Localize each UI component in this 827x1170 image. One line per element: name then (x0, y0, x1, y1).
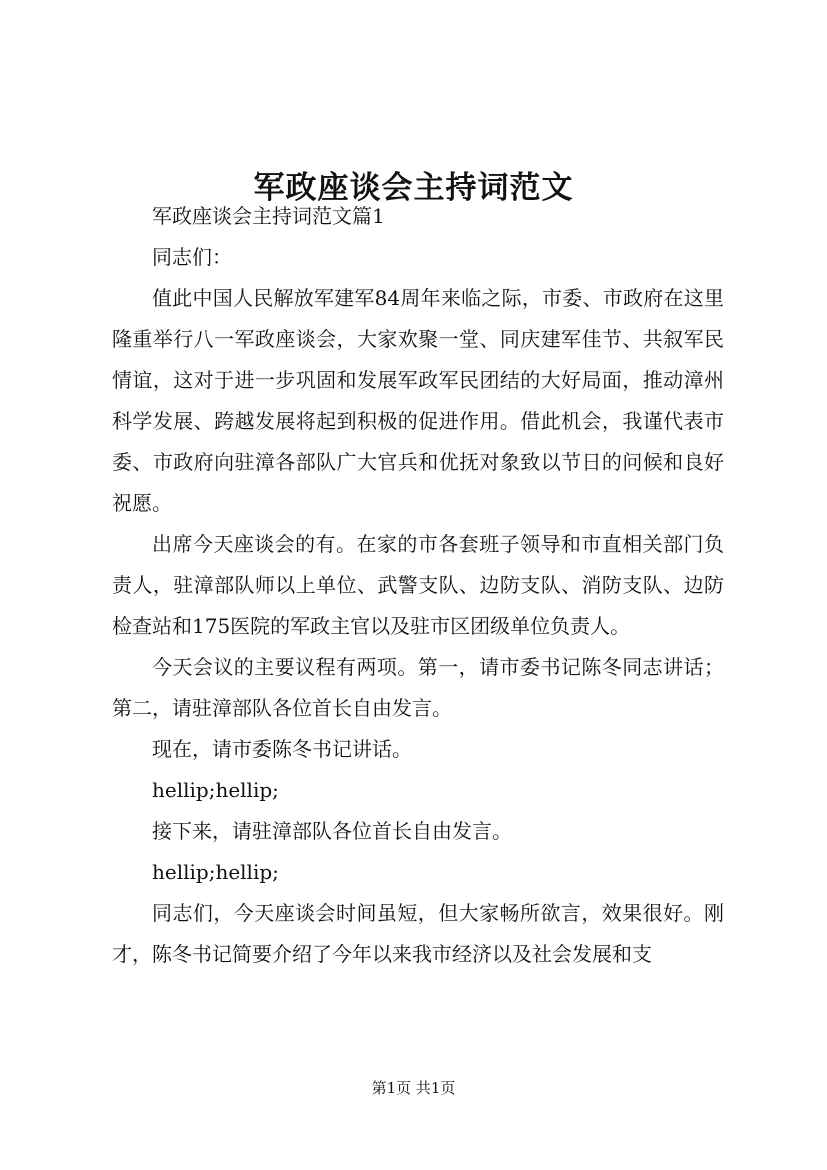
ellipsis-line: hellip;hellip; (152, 778, 279, 802)
section-heading: 军政座谈会主持词范文篇1 (152, 204, 385, 228)
ellipsis-line: hellip;hellip; (152, 860, 279, 884)
paragraph-closing: 同志们，今天座谈会时间虽短，但大家畅所欲言，效果很好。刚才，陈冬书记简要介绍了今年以来我市经济以及社会发展和支 (112, 901, 724, 966)
page-number: 第1页 共1页 (371, 1079, 456, 1097)
paragraph-invite-speech: 现在，请市委陈冬书记讲话。 (152, 737, 412, 761)
paragraph-free-speech: 接下来，请驻漳部队各位首长自由发言。 (152, 819, 512, 843)
paragraph-opening: 值此中国人民解放军建军84周年来临之际，市委、市政府在这里隆重举行八一军政座谈会，大家欢聚一堂、同庆建军佳节、共叙军民情谊，这对于进一步巩固和发展军政军民团结的大好局面，推动漳州科学发展、跨越发展将起到积极的促进作用。借此机会，我谨代表市委、市政府向驻漳各部队广大官兵和优抚对象致以节日的问候和良好祝愿。 (112, 286, 724, 515)
paragraph-agenda: 今天会议的主要议程有两项。第一，请市委书记陈冬同志讲话；第二，请驻漳部队各位首长自由发言。 (112, 655, 724, 720)
salutation: 同志们： (152, 245, 232, 269)
paragraph-attendees: 出席今天座谈会的有。在家的市各套班子领导和市直相关部门负责人，驻漳部队师以上单位、武警支队、边防支队、消防支队、边防检查站和175医院的军政主官以及驻市区团级单位负责人。 (112, 532, 724, 638)
document-title: 军政座谈会主持词范文 (253, 169, 574, 206)
document-body (112, 196, 724, 975)
